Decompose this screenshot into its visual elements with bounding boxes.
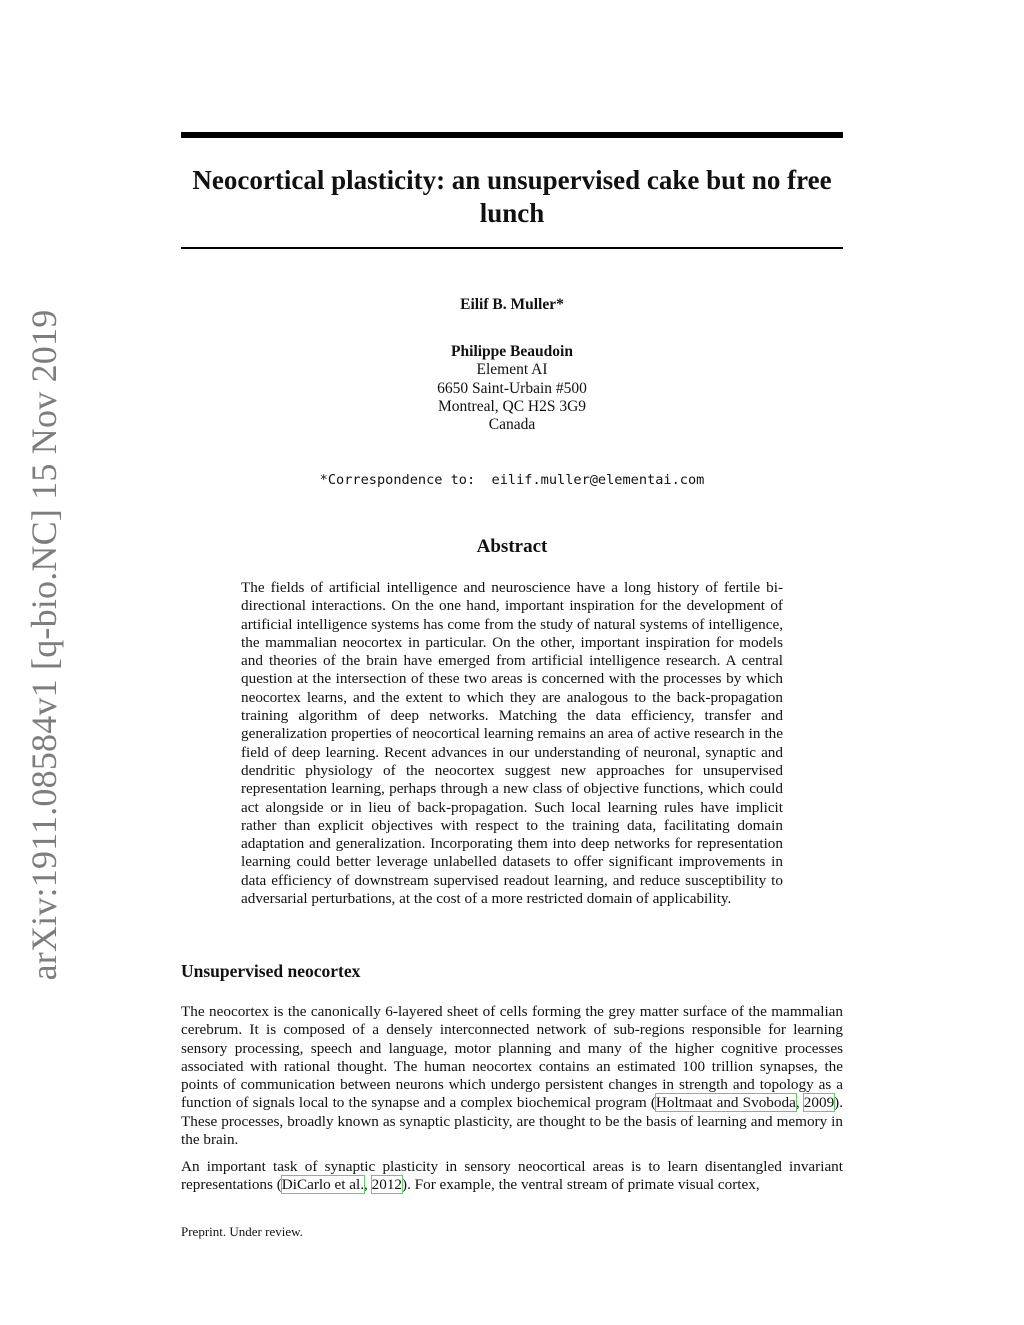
paragraph-text: ). For example, the ventral stream of primate visual cortex, (402, 1176, 760, 1194)
paragraph-text: ). These processes, broadly known as synaptic plasticity, are thought to be the basis of learning and memory in the brain. (181, 1094, 844, 1149)
paragraph-text: The neocortex is the canonically 6-layered sheet of cells forming the grey matter surface of the mammalian cerebrum. It is composed of a densely interconnected network of sub-regions responsible for learning sensory processing, speech and language, motor planning and many of the higher cognitive processes associated with rational thought. The human neocortex contains an estimated 100 trillion synapses, the points of communication between neurons which undergo persistent changes in strength and topology as a function of signals local to the synapse and a complex biochemical program ( (181, 1003, 843, 1112)
citation-separator: , (795, 1094, 804, 1112)
citation-link[interactable]: DiCarlo et al. (281, 1176, 365, 1194)
footer-note: Preprint. Under review. (181, 1224, 303, 1239)
title-top-rule (181, 132, 843, 138)
abstract-heading: Abstract (476, 536, 548, 557)
affiliation-line: Canada (488, 416, 536, 434)
correspondence-email: *Correspondence to: eilif.muller@elementai.com (319, 472, 705, 488)
citation-year-link[interactable]: 2009 (803, 1094, 835, 1112)
author-name: Eilif B. Muller* (460, 296, 564, 313)
body-paragraph-1 (181, 1003, 843, 1149)
paragraph-text: An important task of synaptic plasticity in sensory neocortical areas is to learn disentangled invariant representations ( (181, 1158, 843, 1194)
paper-title: Neocortical plasticity: an unsupervised cake but no free lunch (192, 165, 832, 228)
author-name: Philippe Beaudoin (451, 343, 573, 360)
affiliation-line: 6650 Saint-Urbain #500 (437, 379, 587, 397)
citation-separator: , (364, 1176, 372, 1194)
affiliation-line: Montreal, QC H2S 3G9 (437, 397, 587, 415)
arxiv-identifier: arXiv:1911.08584v1 [q-bio.NC] 15 Nov 2019 (24, 309, 64, 981)
body-paragraph-2 (181, 1158, 843, 1195)
author-first (181, 296, 843, 314)
author-second (181, 343, 843, 434)
abstract-text: The fields of artificial intelligence and neuroscience have a long history of fertile bi-directional interactions. On the one hand, important inspiration for the development of artificial intelligence systems has come from the study of natural systems of intelligence, the mammalian neocortex in particular. On the other, important inspiration for models and theories of the brain have emerged from artificial intelligence research. A central question at the intersection of these two areas is concerned with the processes by which neocortex learns, and the extent to which they are analogous to the back-propagation training algorithm of deep networks. Matching the data efficiency, transfer and generalization properties of neocortical learning remains an area of active research in the field of deep learning. Recent advances in our understanding of neuronal, synaptic and dendritic physiology of the neocortex suggest new approaches for unsupervised representation learning, perhaps through a new class of objective functions, which could act alongside or in lieu of back-propagation. Such local learning rules have implicit rather than explicit objectives with respect to the training data, facilitating domain adaptation and generalization. Incorporating them into deep networks for representation learning could better leverage unlabelled datasets to offer significant improvements in data efficiency of downstream supervised readout learning, and reduce susceptibility to adversarial perturbations, at the cost of a more restricted domain of applicability. (241, 579, 783, 908)
citation-year-link[interactable]: 2012 (371, 1176, 403, 1194)
affiliation-line: Element AI (476, 361, 548, 379)
citation-link[interactable]: Holtmaat and Svoboda (655, 1094, 796, 1112)
title-bottom-rule (181, 247, 843, 249)
section-heading: Unsupervised neocortex (181, 961, 361, 981)
